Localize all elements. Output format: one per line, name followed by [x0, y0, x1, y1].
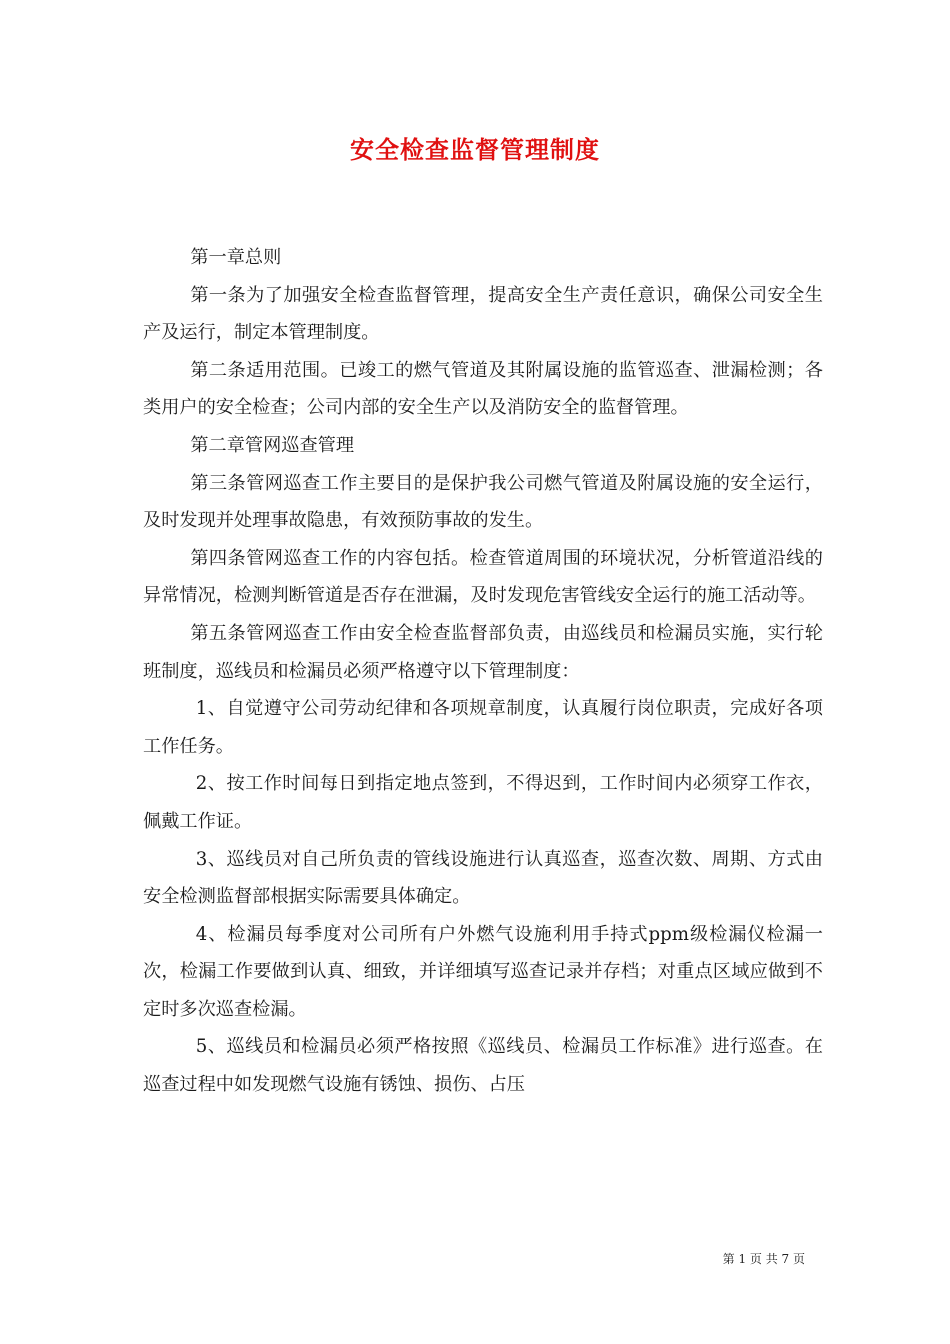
page-number: 第 1 页 共 7 页	[722, 1252, 805, 1266]
paragraph: 第一条为了加强安全检查监督管理，提高安全生产责任意识，确保公司安全生产及运行，制定本管理制度。	[143, 284, 823, 344]
paragraph: 第二条适用范围。已竣工的燃气管道及其附属设施的监管巡查、泄漏检测；各类用户的安全检查；公司内部的安全生产以及消防安全的监督管理。	[143, 359, 823, 419]
list-item: 2、按工作时间每日到指定地点签到，不得迟到，工作时间内必须穿工作衣，佩戴工作证。	[143, 773, 823, 832]
document-title: 安全检查监督管理制度	[350, 135, 600, 164]
list-item: 3、巡线员对自己所负责的管线设施进行认真巡查，巡查次数、周期、方式由安全检测监督部根据实际需要具体确定。	[143, 848, 823, 908]
document-body	[143, 239, 823, 1104]
chapter-heading: 第二章管网巡查管理	[190, 434, 355, 456]
list-item: 4、检漏员每季度对公司所有户外燃气设施利用手持式ppm级检漏仪检漏一次，检漏工作要做到认真、细致，并详细填写巡查记录并存档；对重点区域应做到不定时多次巡查检漏。	[143, 923, 823, 1020]
list-item: 1、自觉遵守公司劳动纪律和各项规章制度，认真履行岗位职责，完成好各项工作任务。	[143, 698, 823, 757]
paragraph: 第三条管网巡查工作主要目的是保护我公司燃气管道及附属设施的安全运行，及时发现并处理事故隐患，有效预防事故的发生。	[143, 472, 823, 532]
chapter-heading: 第一章总则	[190, 247, 282, 268]
paragraph: 第五条管网巡查工作由安全检查监督部负责，由巡线员和检漏员实施，实行轮班制度，巡线员和检漏员必须严格遵守以下管理制度：	[143, 622, 823, 682]
paragraph: 第四条管网巡查工作的内容包括。检查管道周围的环境状况，分析管道沿线的异常情况，检测判断管道是否存在泄漏，及时发现危害管线安全运行的施工活动等。	[143, 547, 823, 607]
list-item: 5、巡线员和检漏员必须严格按照《巡线员、检漏员工作标准》进行巡查。在巡查过程中如发现燃气设施有锈蚀、损伤、占压	[143, 1036, 823, 1096]
